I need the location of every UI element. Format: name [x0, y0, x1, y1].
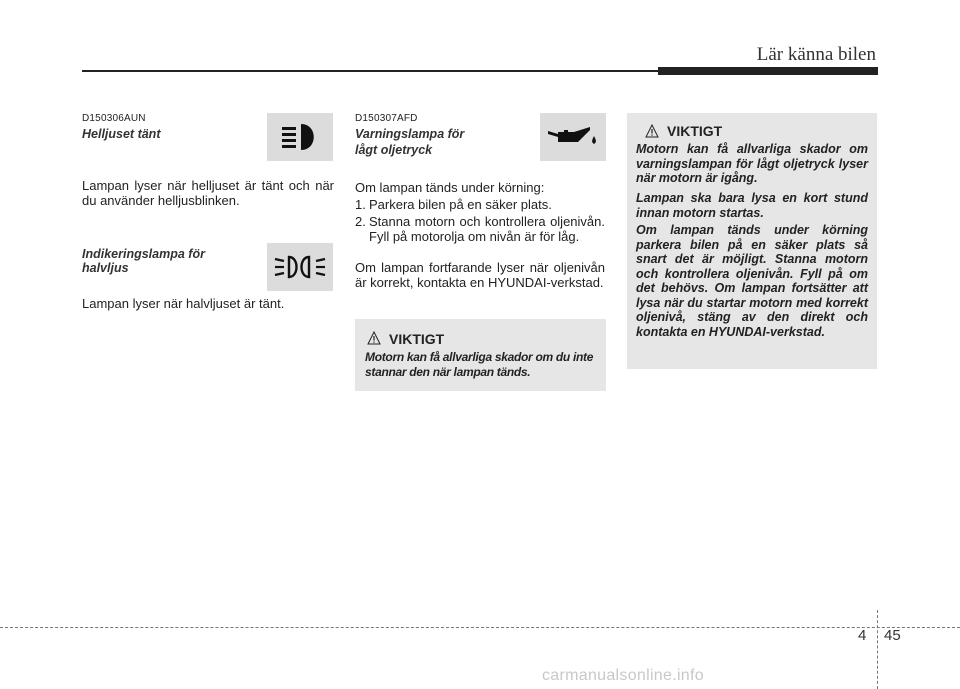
step-number: 2.: [355, 214, 366, 229]
warning-triangle-icon: [645, 124, 659, 143]
warning-triangle-icon: [367, 331, 381, 350]
watermark: carmanualsonline.info: [542, 667, 704, 684]
chapter-number: 4: [858, 627, 867, 644]
high-beam-heading: Helljuset tänt: [82, 127, 161, 141]
footer-rule: [0, 627, 960, 628]
low-beam-heading-line1: Indikeringslampa för: [82, 247, 205, 261]
oil-heading-line1: Varningslampa för: [355, 127, 465, 141]
oil-heading-line2: lågt oljetryck: [355, 143, 433, 157]
low-beam-text: Lampan lyser när halvljuset är tänt.: [82, 296, 285, 311]
page-number: 45: [884, 627, 901, 644]
oil-pressure-icon: [540, 113, 606, 161]
warning-box-small: [355, 319, 606, 391]
warning-label: VIKTIGT: [389, 331, 445, 347]
low-beam-icon: [267, 243, 333, 291]
oil-intro: Om lampan tänds under körning:: [355, 180, 545, 195]
page-header-title: Lär känna bilen: [756, 44, 876, 65]
step-number: 1.: [355, 197, 366, 212]
section-code-oil: D150307AFD: [355, 113, 418, 124]
header-rule-bar: [658, 67, 878, 75]
warning-paragraph-3: Om lampan tänds under körning parkera bilen på en säker plats så snart det är möjligt. Stanna motorn och kontrollera oljenivån. Fyll på om det behövs. Om lampan fortsätter att lysa när du startar motorn med korrekt oljenivå, stäng av den direkt och kontakta en HYUNDAI-verkstad.: [636, 223, 868, 339]
warning-text: Motorn kan få allvarliga skador om du inte stannar den när lampan tänds.: [365, 350, 594, 379]
warning-paragraph-1: Motorn kan få allvarliga skador om varningslampan för lågt oljetryck lyser när motorn är igång.: [636, 142, 868, 185]
step-text: Parkera bilen på en säker plats.: [369, 197, 552, 212]
warning-box-large: [627, 113, 877, 369]
warning-paragraph-2: Lampan ska bara lysa en kort stund innan motorn startas.: [636, 191, 868, 220]
high-beam-text: Lampan lyser när helljuset är tänt och när du använder helljusblinken.: [82, 178, 334, 208]
warning-label: VIKTIGT: [667, 123, 723, 139]
low-beam-heading-line2: halvljus: [82, 261, 129, 275]
step-text: Stanna motorn och kontrollera oljenivån. Fyll på motorolja om nivån är för låg.: [369, 214, 605, 244]
oil-step-2: [355, 214, 607, 259]
footer-divider: [877, 610, 878, 689]
header-rule: [82, 70, 662, 72]
high-beam-icon: [267, 113, 333, 161]
oil-step-1: [355, 197, 607, 212]
oil-outro: Om lampan fortfarande lyser när oljenivån är korrekt, kontakta en HYUNDAI-verkstad.: [355, 260, 605, 290]
section-code: D150306AUN: [82, 113, 146, 124]
